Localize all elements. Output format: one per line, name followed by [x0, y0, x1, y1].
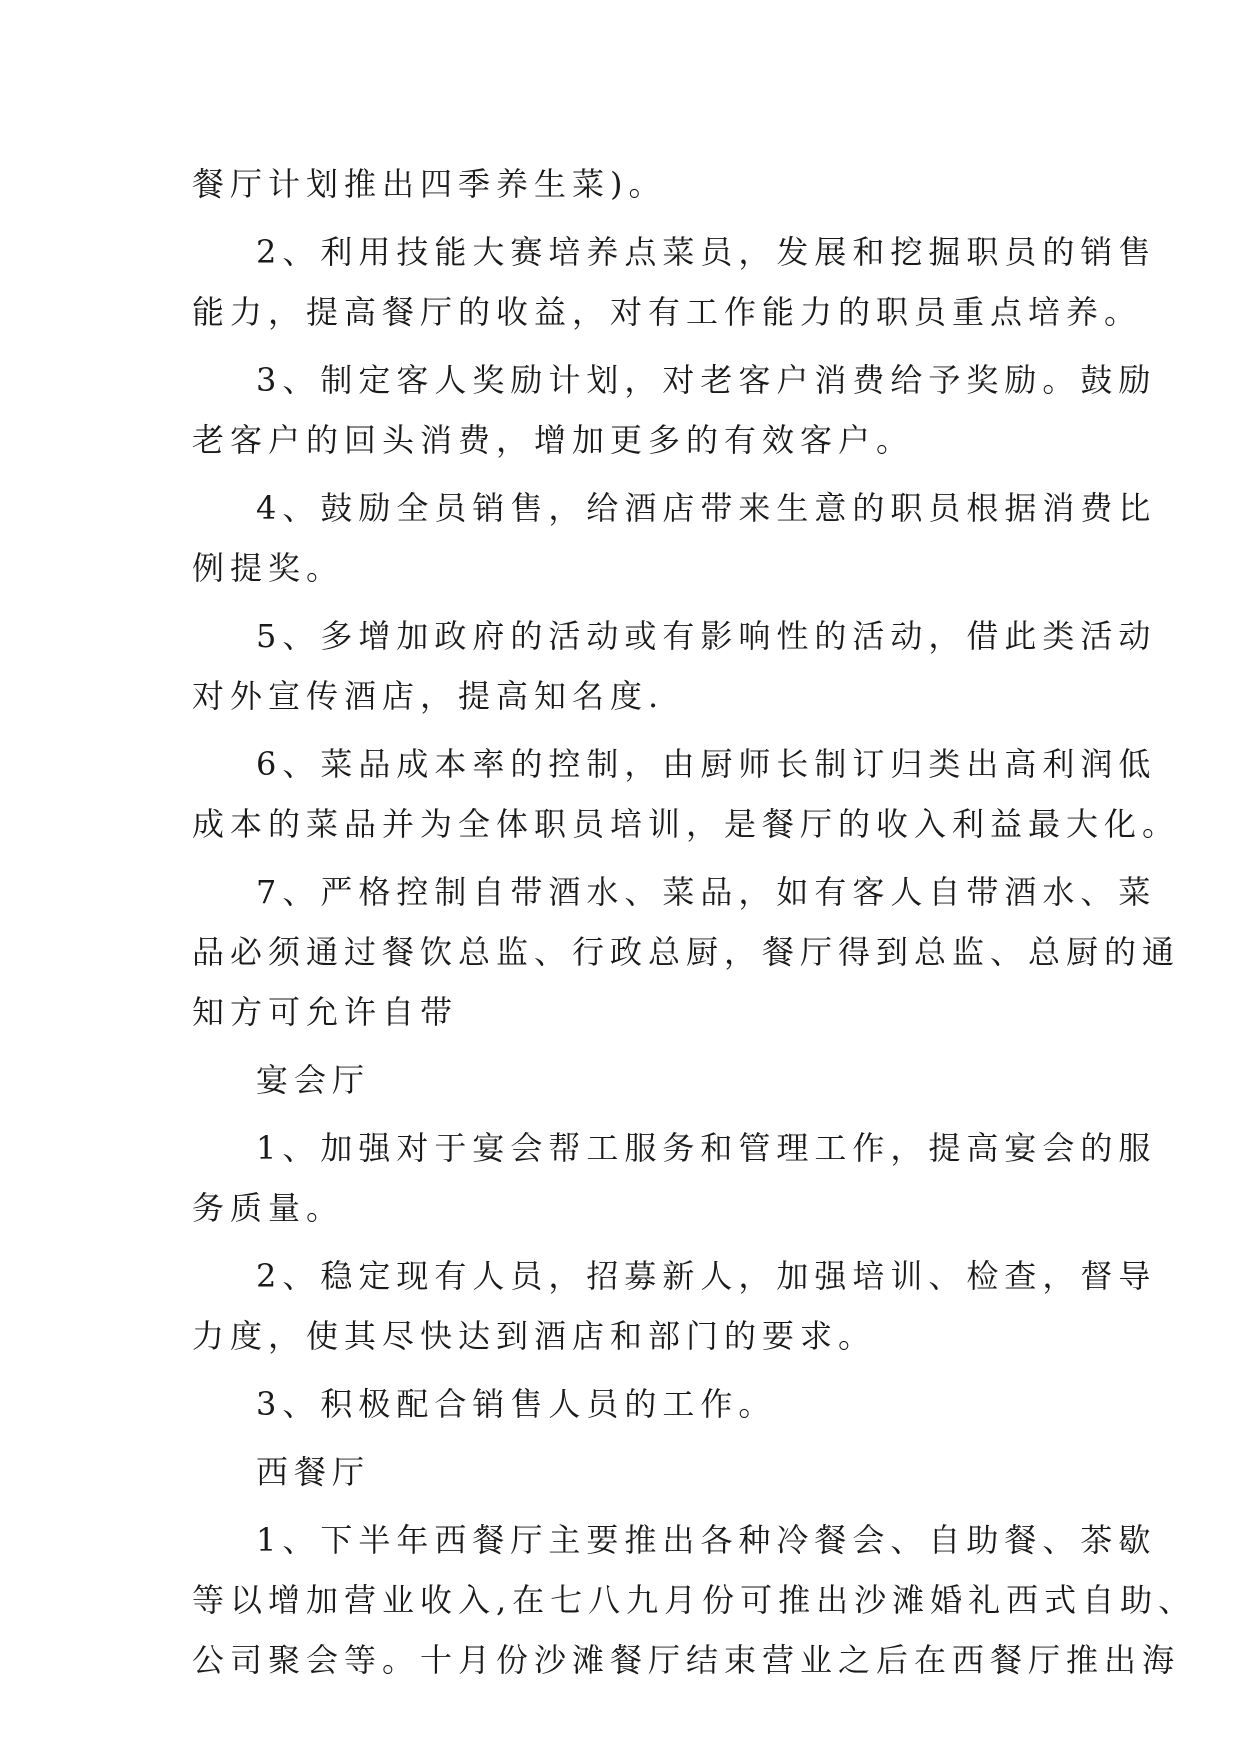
paragraph-line: 6、菜品成本率的控制，由厨师长制订归类出高利润低 [256, 745, 1157, 783]
paragraph-line: 餐厅计划推出四季养生菜)。 [192, 165, 667, 203]
paragraph-line: 等以增加营业收入,在七八九月份可推出沙滩婚礼西式自助、 [192, 1581, 1197, 1619]
paragraph-line: 2、稳定现有人员，招募新人，加强培训、检查，督导 [256, 1257, 1157, 1295]
paragraph-line: 力度，使其尽快达到酒店和部门的要求。 [192, 1317, 877, 1355]
section-heading-western-restaurant: 西餐厅 [256, 1453, 371, 1491]
paragraph-line: 4、鼓励全员销售，给酒店带来生意的职员根据消费比 [256, 489, 1157, 527]
paragraph-line: 知方可允许自带 [192, 993, 459, 1031]
paragraph-line: 5、多增加政府的活动或有影响性的活动，借此类活动 [256, 617, 1157, 655]
paragraph-line: 务质量。 [192, 1189, 345, 1227]
paragraph-line: 3、积极配合销售人员的工作。 [256, 1385, 777, 1423]
paragraph-line: 老客户的回头消费，增加更多的有效客户。 [192, 421, 915, 459]
paragraph-line: 成本的菜品并为全体职员培训，是餐厅的收入利益最大化。 [192, 805, 1181, 843]
section-heading-banquet-hall: 宴会厅 [256, 1061, 371, 1099]
paragraph-line: 能力，提高餐厅的收益，对有工作能力的职员重点培养。 [192, 293, 1143, 331]
paragraph-line: 7、严格控制自带酒水、菜品，如有客人自带酒水、菜 [256, 873, 1157, 911]
paragraph-line: 例提奖。 [192, 549, 345, 587]
paragraph-line: 1、下半年西餐厅主要推出各种冷餐会、自助餐、茶歇 [256, 1521, 1157, 1559]
paragraph-line: 1、加强对于宴会帮工服务和管理工作，提高宴会的服 [256, 1129, 1157, 1167]
document-body [192, 154, 1197, 1690]
paragraph-line: 品必须通过餐饮总监、行政总厨，餐厅得到总监、总厨的通 [192, 933, 1181, 971]
paragraph-line: 对外宣传酒店，提高知名度. [192, 677, 665, 715]
paragraph-line: 3、制定客人奖励计划，对老客户消费给予奖励。鼓励 [256, 361, 1157, 399]
paragraph-line: 2、利用技能大赛培养点菜员，发展和挖掘职员的销售 [256, 233, 1157, 271]
paragraph-line: 公司聚会等。十月份沙滩餐厅结束营业之后在西餐厅推出海 [192, 1641, 1181, 1679]
